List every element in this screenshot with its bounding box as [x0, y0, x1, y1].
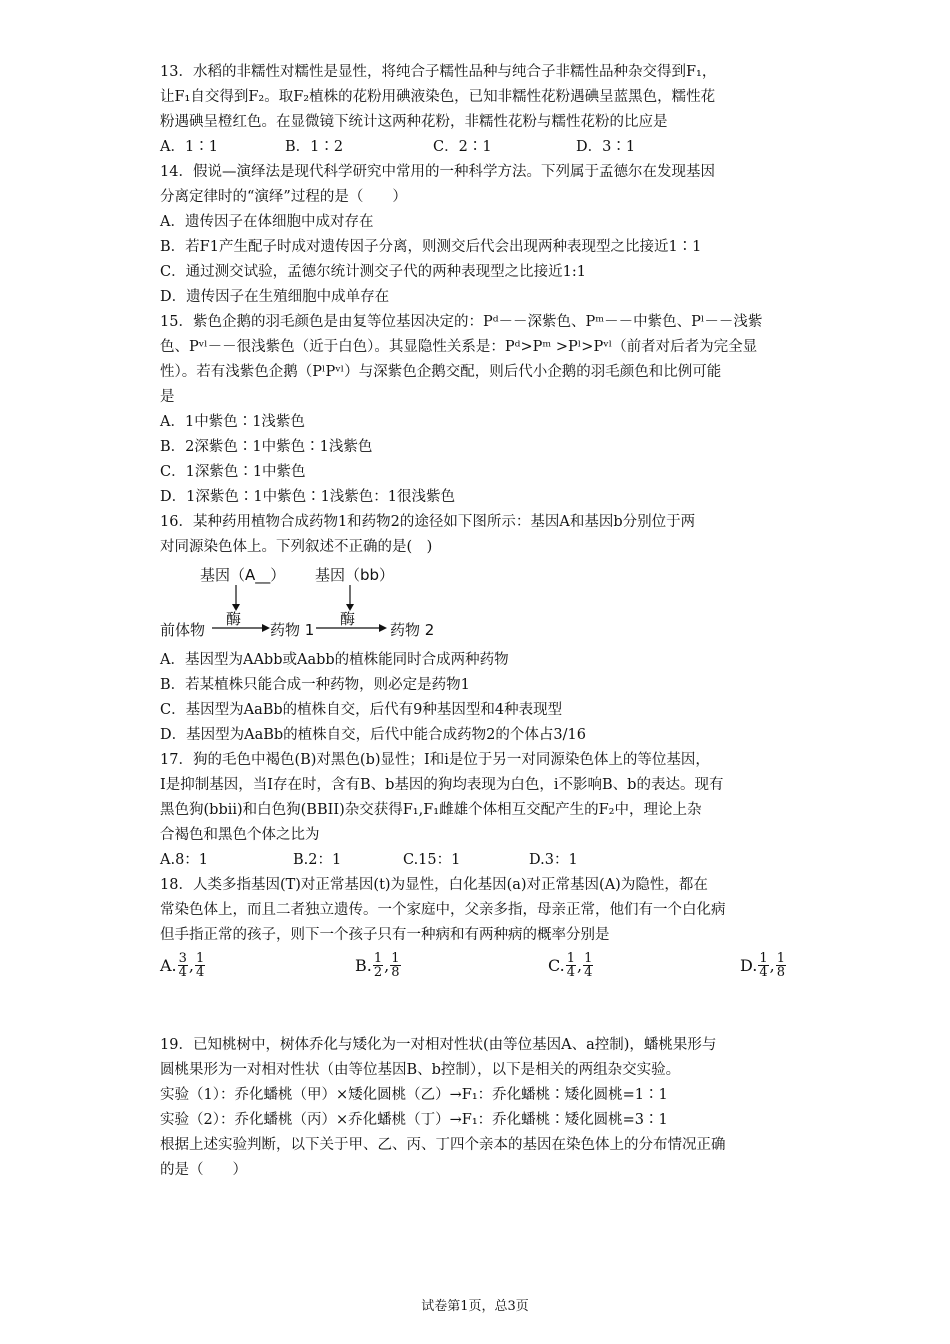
- fraction: [373, 952, 383, 979]
- q19-experiment-1: 实验（1）：乔化蟠桃（甲）×矮化圆桃（乙）→F₁：乔化蟠桃∶矮化圆桃=1∶1: [160, 1087, 668, 1103]
- numerator: 1: [759, 951, 768, 966]
- q14-option-d: D．遗传因子在生殖细胞中成单存在: [160, 289, 390, 305]
- q16-option-c: C．基因型为AaBb的植株自交，后代有9种基因型和4种表现型: [160, 702, 563, 718]
- q13-option-d: D．3∶1: [576, 139, 636, 155]
- q19-text-5: 根据上述实验判断，以下关于甲、乙、丙、丁四个亲本的基因在染色体上的分布情况正确: [160, 1137, 726, 1153]
- question-18: [160, 873, 800, 992]
- q14-option-a: A．遗传因子在体细胞中成对存在: [160, 214, 374, 230]
- q18-option-d: D. $\frac{1}{4}$ , $\frac{1}{8}$: [740, 951, 785, 980]
- fraction: [390, 952, 400, 979]
- fraction: [566, 952, 576, 979]
- numerator: 1: [776, 951, 785, 966]
- q17-option-d: D.3：1: [529, 852, 578, 868]
- q14-option-c: C．通过测交试验，孟德尔统计测交子代的两种表现型之比接近1:1: [160, 264, 586, 280]
- q16-text-1: 16．某种药用植物合成药物1和药物2的途径如下图所示：基因A和基因b分别位于两: [160, 514, 696, 530]
- exam-page: [160, 60, 800, 1183]
- q17-option-c: C.15：1: [403, 852, 461, 868]
- q19-experiment-2: 实验（2）：乔化蟠桃（丙）×乔化蟠桃（丁）→F₁：乔化蟠桃∶矮化圆桃=3∶1: [160, 1112, 668, 1128]
- q14-text-1: 14．假说—演绎法是现代科学研究中常用的一种科学方法。下列属于孟德尔在发现基因: [160, 164, 715, 180]
- question-16: [160, 510, 800, 748]
- q13-options: [160, 135, 800, 160]
- question-14: [160, 160, 800, 310]
- denominator: 8: [776, 965, 785, 980]
- q18-option-b-letter: B.: [355, 956, 372, 975]
- q17-option-a: A.8：1: [160, 852, 209, 868]
- q18-option-a: A. $\frac{3}{4}$ , $\frac{1}{4}$: [160, 951, 205, 980]
- q13-text-1: 13．水稻的非糯性对糯性是显性，将纯合子糯性品种与纯合子非糯性品种杂交得到F₁，: [160, 64, 717, 80]
- q15-text-4: 是: [160, 389, 175, 405]
- pathway-diagram: [160, 564, 800, 642]
- q19-text-1: 19．已知桃树中，树体乔化与矮化为一对相对性状(由等位基因A、a控制)，蟠桃果形与: [160, 1037, 717, 1053]
- q14-option-b: B．若F1产生配子时成对遗传因子分离，则测交后代会出现两种表现型之比接近1∶1: [160, 239, 702, 255]
- numerator: 3: [178, 951, 187, 966]
- q15-option-a: A．1中紫色∶1浅紫色: [160, 414, 305, 430]
- q13-option-a: A．1∶1: [160, 139, 218, 155]
- q17-text-1: 17．狗的毛色中褐色(B)对黑色(b)显性；I和i是位于另一对同源染色体上的等位基因，: [160, 752, 710, 768]
- numerator: 1: [584, 951, 593, 966]
- question-15: [160, 310, 800, 510]
- q16-text-2: 对同源染色体上。下列叙述不正确的是( ): [160, 539, 433, 555]
- pathway-arrows: [160, 564, 800, 642]
- q13-text-2: 让F₁自交得到F₂。取F₂植株的花粉用碘液染色，已知非糯性花粉遇碘呈蓝黑色，糯性花: [160, 89, 716, 105]
- denominator: 4: [178, 965, 187, 980]
- q13-option-b: B．1∶2: [285, 139, 344, 155]
- q18-option-a-letter: A.: [160, 956, 177, 975]
- precursor-label: 前体物: [160, 621, 206, 639]
- numerator: 1: [373, 951, 383, 966]
- gene-a-label: 基因（A__）: [200, 566, 286, 584]
- question-19: [160, 1033, 800, 1183]
- numerator: 1: [391, 951, 400, 966]
- fraction: [758, 952, 768, 979]
- q18-options: [160, 948, 800, 992]
- fraction: [178, 952, 188, 979]
- q16-option-d: D．基因型为AaBb的植株自交，后代中能合成药物2的个体占3/16: [160, 727, 586, 743]
- enzyme-1-label: 酶: [226, 610, 242, 628]
- denominator: 2: [373, 965, 383, 980]
- denominator: 8: [391, 965, 400, 980]
- drug-2-label: 药物 2: [390, 621, 435, 639]
- q19-text-6: 的是（ ）: [160, 1162, 247, 1178]
- q15-text-1: 15．紫色企鹅的羽毛颜色是由复等位基因决定的：Pᵈ－－深紫色、Pᵐ－－中紫色、Pˡ－－浅紫: [160, 314, 763, 330]
- q18-text-1: 18．人类多指基因(T)对正常基因(t)为显性，白化基因(a)对正常基因(A)为隐性，都在: [160, 877, 708, 893]
- q15-option-b: B．2深紫色∶1中紫色∶1浅紫色: [160, 439, 373, 455]
- denominator: 4: [566, 965, 576, 980]
- q15-option-d: D．1深紫色∶1中紫色∶1浅紫色：1很浅紫色: [160, 489, 456, 505]
- q13-text-3: 粉遇碘呈橙红色。在显微镜下统计这两种花粉，非糯性花粉与糯性花粉的比应是: [160, 114, 668, 130]
- page-footer: 试卷第1页，总3页: [421, 1299, 529, 1314]
- fraction: [776, 952, 786, 979]
- q18-option-d-letter: D.: [740, 956, 758, 975]
- q17-text-4: 合褐色和黑色个体之比为: [160, 827, 320, 843]
- q15-option-c: C．1深紫色∶1中紫色: [160, 464, 306, 480]
- q18-text-3: 但手指正常的孩子，则下一个孩子只有一种病和有两种病的概率分别是: [160, 927, 610, 943]
- gene-bb-label: 基因（bb）: [315, 566, 395, 584]
- enzyme-2-label: 酶: [340, 610, 356, 628]
- q16-option-a: A．基因型为AAbb或Aabb的植株能同时合成两种药物: [160, 652, 509, 668]
- q14-text-2: 分离定律时的“演绎”过程的是（ ）: [160, 189, 407, 205]
- numerator: 1: [566, 951, 576, 966]
- q17-text-2: I是抑制基因，当I存在时，含有B、b基因的狗均表现为白色，i不影响B、b的表达。现有: [160, 777, 724, 793]
- q16-option-b: B．若某植株只能合成一种药物，则必定是药物1: [160, 677, 470, 693]
- q18-text-2: 常染色体上，而且二者独立遗传。一个家庭中，父亲多指，母亲正常，他们有一个白化病: [160, 902, 726, 918]
- numerator: 1: [196, 951, 205, 966]
- q19-text-2: 圆桃果形为一对相对性状（由等位基因B、b控制），以下是相关的两组杂交实验。: [160, 1062, 681, 1078]
- q18-option-c-letter: C.: [548, 956, 565, 975]
- q17-text-3: 黑色狗(bbii)和白色狗(BBII)杂交获得F₁,F₁雌雄个体相互交配产生的F₂中，理论上杂: [160, 802, 702, 818]
- denominator: 4: [759, 965, 768, 980]
- question-17: [160, 748, 800, 873]
- fraction: [583, 952, 593, 979]
- q13-option-c: C．2∶1: [433, 139, 492, 155]
- q15-text-2: 色、Pᵛˡ－－很浅紫色（近于白色）。其显隐性关系是：Pᵈ>Pᵐ >Pˡ>Pᵛˡ（前者对后者为完全显: [160, 339, 758, 355]
- q17-options: [160, 848, 800, 873]
- drug-1-label: 药物 1: [270, 621, 315, 639]
- q15-text-3: 性）。若有浅紫色企鹅（PˡPᵛˡ）与深紫色企鹅交配，则后代小企鹅的羽毛颜色和比例可能: [160, 364, 722, 380]
- denominator: 4: [196, 965, 205, 980]
- q17-option-b: B.2：1: [293, 852, 342, 868]
- fraction: [195, 952, 205, 979]
- q18-option-c: C. $\frac{1}{4}$ , $\frac{1}{4}$: [548, 951, 593, 980]
- question-13: [160, 60, 800, 160]
- denominator: 4: [584, 965, 593, 980]
- q18-option-b: B. $\frac{1}{2}$ , $\frac{1}{8}$: [355, 951, 400, 980]
